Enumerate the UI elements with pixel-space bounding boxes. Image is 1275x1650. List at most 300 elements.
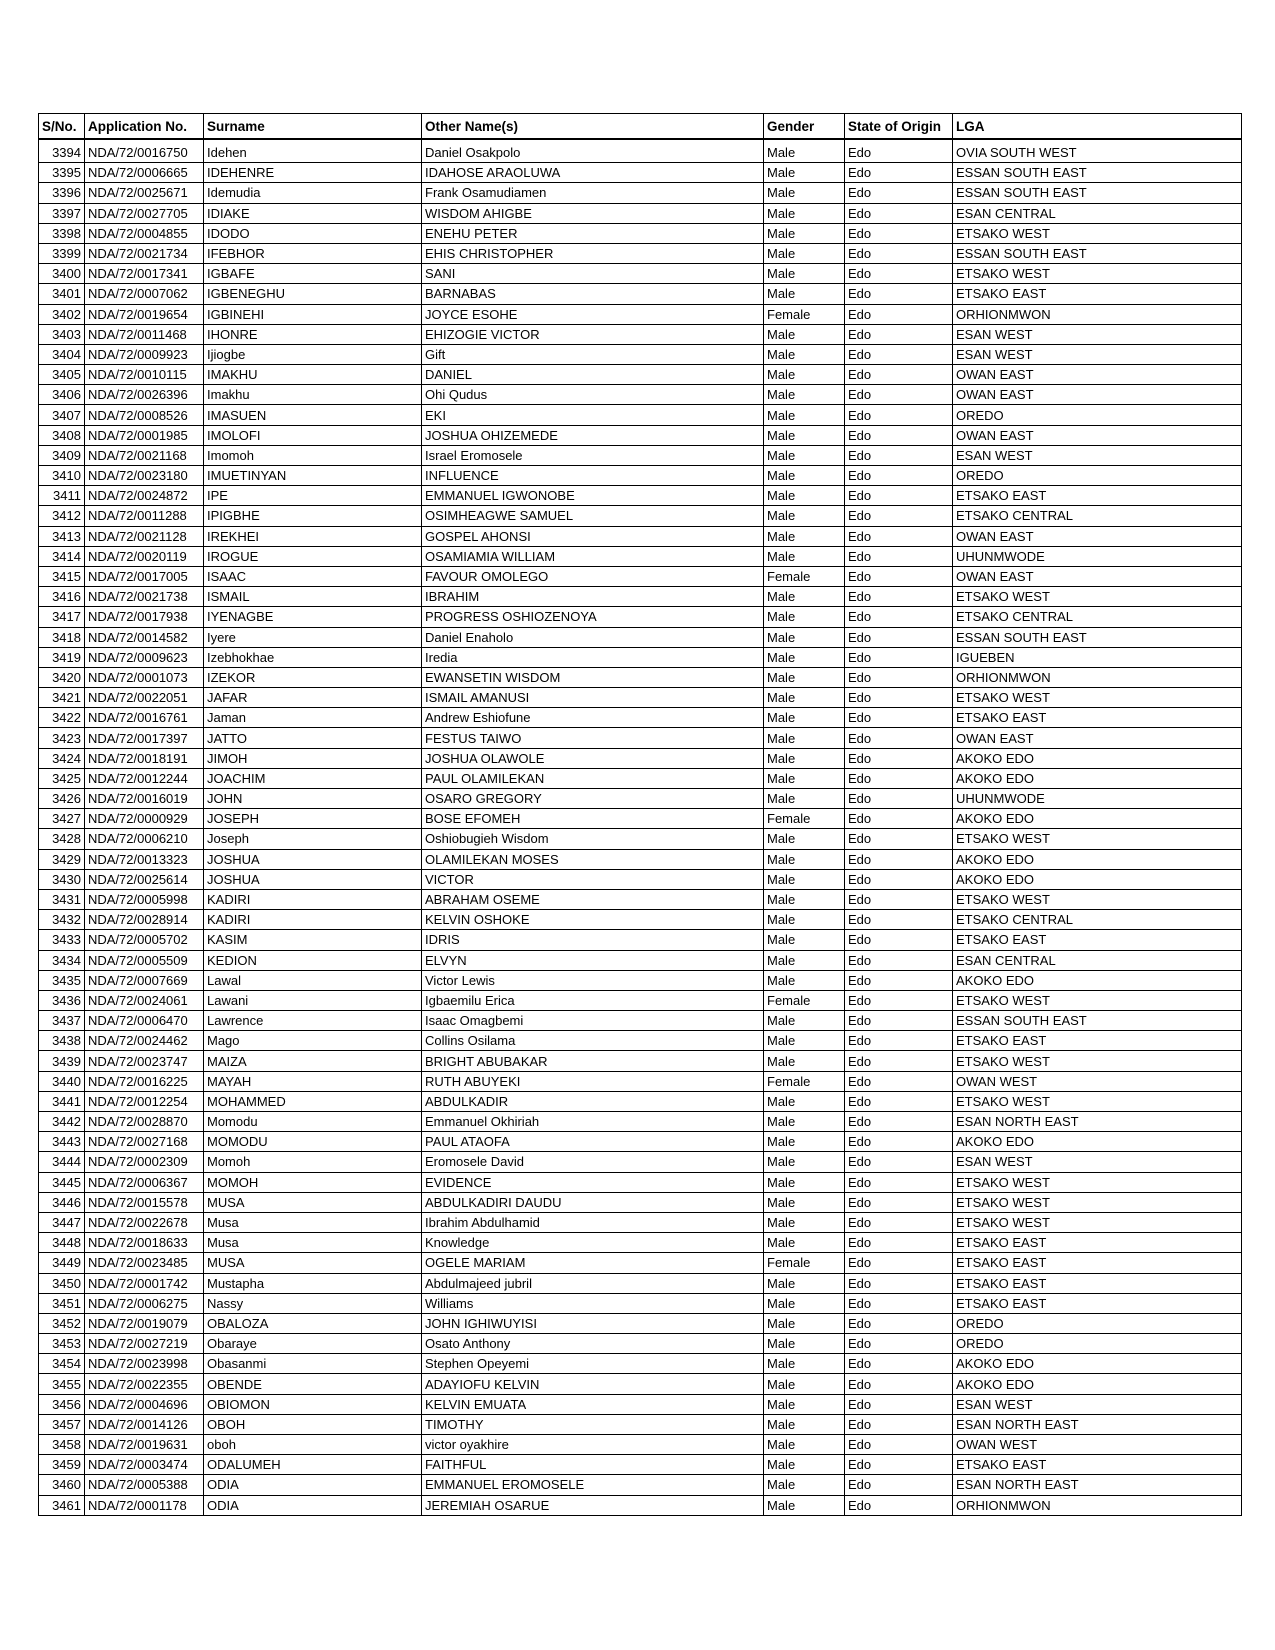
cell-other-names: victor oyakhire	[422, 1435, 764, 1455]
cell-surname: IPE	[204, 486, 422, 506]
cell-application-no: NDA/72/0010115	[85, 365, 204, 385]
cell-surname: oboh	[204, 1435, 422, 1455]
cell-other-names: Collins Osilama	[422, 1031, 764, 1051]
cell-lga: ETSAKO EAST	[953, 284, 1242, 304]
cell-lga: ETSAKO EAST	[953, 1293, 1242, 1313]
cell-application-no: NDA/72/0009623	[85, 647, 204, 667]
cell-state-of-origin: Edo	[845, 1455, 953, 1475]
cell-state-of-origin: Edo	[845, 1293, 953, 1313]
cell-sno: 3436	[39, 990, 85, 1010]
cell-lga: ESSAN SOUTH EAST	[953, 627, 1242, 647]
cell-lga: ETSAKO WEST	[953, 688, 1242, 708]
cell-gender: Male	[764, 1233, 845, 1253]
cell-surname: OBOH	[204, 1414, 422, 1434]
table-row	[39, 930, 1242, 950]
cell-lga: ETSAKO EAST	[953, 1233, 1242, 1253]
cell-state-of-origin: Edo	[845, 809, 953, 829]
cell-lga: ORHIONMWON	[953, 1495, 1242, 1515]
cell-lga: OWAN WEST	[953, 1435, 1242, 1455]
cell-other-names: Eromosele David	[422, 1152, 764, 1172]
cell-sno: 3417	[39, 607, 85, 627]
cell-sno: 3411	[39, 486, 85, 506]
table-row	[39, 1011, 1242, 1031]
cell-other-names: TIMOTHY	[422, 1414, 764, 1434]
cell-state-of-origin: Edo	[845, 1273, 953, 1293]
cell-lga: OWAN EAST	[953, 385, 1242, 405]
cell-sno: 3447	[39, 1212, 85, 1232]
cell-sno: 3413	[39, 526, 85, 546]
cell-surname: Jaman	[204, 708, 422, 728]
cell-surname: MOMOH	[204, 1172, 422, 1192]
cell-lga: OWAN EAST	[953, 566, 1242, 586]
cell-application-no: NDA/72/0021734	[85, 243, 204, 263]
cell-application-no: NDA/72/0014582	[85, 627, 204, 647]
cell-lga: ESSAN SOUTH EAST	[953, 183, 1242, 203]
cell-lga: ETSAKO WEST	[953, 1212, 1242, 1232]
cell-other-names: OLAMILEKAN MOSES	[422, 849, 764, 869]
table-row	[39, 486, 1242, 506]
cell-state-of-origin: Edo	[845, 243, 953, 263]
cell-lga: OREDO	[953, 466, 1242, 486]
table-row	[39, 1435, 1242, 1455]
cell-surname: Lawrence	[204, 1011, 422, 1031]
cell-application-no: NDA/72/0024061	[85, 990, 204, 1010]
cell-state-of-origin: Edo	[845, 748, 953, 768]
cell-gender: Male	[764, 344, 845, 364]
header-application-no: Application No.	[85, 114, 204, 140]
cell-application-no: NDA/72/0004696	[85, 1394, 204, 1414]
table-row	[39, 304, 1242, 324]
cell-surname: Nassy	[204, 1293, 422, 1313]
cell-lga: OWAN EAST	[953, 365, 1242, 385]
cell-application-no: NDA/72/0025671	[85, 183, 204, 203]
cell-lga: ETSAKO WEST	[953, 990, 1242, 1010]
cell-sno: 3459	[39, 1455, 85, 1475]
cell-surname: OBALOZA	[204, 1313, 422, 1333]
cell-state-of-origin: Edo	[845, 163, 953, 183]
cell-state-of-origin: Edo	[845, 486, 953, 506]
cell-sno: 3398	[39, 223, 85, 243]
cell-surname: IGBENEGHU	[204, 284, 422, 304]
cell-gender: Male	[764, 849, 845, 869]
cell-surname: IDIAKE	[204, 203, 422, 223]
cell-gender: Male	[764, 688, 845, 708]
cell-surname: IZEKOR	[204, 667, 422, 687]
cell-state-of-origin: Edo	[845, 203, 953, 223]
cell-sno: 3427	[39, 809, 85, 829]
cell-surname: IYENAGBE	[204, 607, 422, 627]
cell-gender: Male	[764, 728, 845, 748]
cell-state-of-origin: Edo	[845, 1071, 953, 1091]
cell-application-no: NDA/72/0006367	[85, 1172, 204, 1192]
cell-other-names: Isaac Omagbemi	[422, 1011, 764, 1031]
header-other-names: Other Name(s)	[422, 114, 764, 140]
cell-state-of-origin: Edo	[845, 324, 953, 344]
cell-surname: IMAKHU	[204, 365, 422, 385]
cell-state-of-origin: Edo	[845, 1475, 953, 1495]
cell-other-names: KELVIN EMUATA	[422, 1394, 764, 1414]
cell-other-names: INFLUENCE	[422, 466, 764, 486]
cell-other-names: JOYCE ESOHE	[422, 304, 764, 324]
cell-sno: 3426	[39, 789, 85, 809]
table-row	[39, 1374, 1242, 1394]
cell-other-names: BOSE EFOMEH	[422, 809, 764, 829]
cell-gender: Male	[764, 910, 845, 930]
cell-state-of-origin: Edo	[845, 869, 953, 889]
cell-gender: Male	[764, 1091, 845, 1111]
cell-application-no: NDA/72/0009923	[85, 344, 204, 364]
cell-surname: IGBAFE	[204, 264, 422, 284]
cell-state-of-origin: Edo	[845, 1132, 953, 1152]
cell-other-names: ISMAIL AMANUSI	[422, 688, 764, 708]
cell-application-no: NDA/72/0023998	[85, 1354, 204, 1374]
cell-state-of-origin: Edo	[845, 385, 953, 405]
table-row	[39, 506, 1242, 526]
cell-surname: Musa	[204, 1212, 422, 1232]
cell-other-names: SANI	[422, 264, 764, 284]
cell-surname: MUSA	[204, 1253, 422, 1273]
cell-gender: Female	[764, 304, 845, 324]
cell-gender: Male	[764, 385, 845, 405]
cell-sno: 3441	[39, 1091, 85, 1111]
cell-lga: ESAN WEST	[953, 344, 1242, 364]
cell-gender: Female	[764, 990, 845, 1010]
cell-sno: 3402	[39, 304, 85, 324]
cell-other-names: ENEHU PETER	[422, 223, 764, 243]
cell-sno: 3450	[39, 1273, 85, 1293]
cell-sno: 3437	[39, 1011, 85, 1031]
cell-other-names: Frank Osamudiamen	[422, 183, 764, 203]
cell-application-no: NDA/72/0014126	[85, 1414, 204, 1434]
cell-other-names: Igbaemilu Erica	[422, 990, 764, 1010]
cell-lga: AKOKO EDO	[953, 869, 1242, 889]
cell-application-no: NDA/72/0024462	[85, 1031, 204, 1051]
cell-state-of-origin: Edo	[845, 1313, 953, 1333]
table-row	[39, 889, 1242, 909]
cell-surname: ISAAC	[204, 566, 422, 586]
table-row	[39, 789, 1242, 809]
cell-sno: 3407	[39, 405, 85, 425]
cell-application-no: NDA/72/0006470	[85, 1011, 204, 1031]
cell-sno: 3400	[39, 264, 85, 284]
table-row	[39, 970, 1242, 990]
cell-surname: JOACHIM	[204, 768, 422, 788]
cell-gender: Male	[764, 284, 845, 304]
cell-gender: Male	[764, 466, 845, 486]
cell-surname: IDODO	[204, 223, 422, 243]
cell-sno: 3453	[39, 1334, 85, 1354]
cell-sno: 3452	[39, 1313, 85, 1333]
cell-surname: Mustapha	[204, 1273, 422, 1293]
cell-gender: Male	[764, 1435, 845, 1455]
cell-state-of-origin: Edo	[845, 768, 953, 788]
cell-application-no: NDA/72/0022678	[85, 1212, 204, 1232]
cell-other-names: ABRAHAM OSEME	[422, 889, 764, 909]
cell-gender: Male	[764, 506, 845, 526]
table-row	[39, 1051, 1242, 1071]
table-row	[39, 708, 1242, 728]
table-row	[39, 1212, 1242, 1232]
table-row	[39, 546, 1242, 566]
cell-lga: ESSAN SOUTH EAST	[953, 163, 1242, 183]
cell-gender: Male	[764, 163, 845, 183]
cell-application-no: NDA/72/0021738	[85, 587, 204, 607]
cell-gender: Male	[764, 1354, 845, 1374]
cell-gender: Male	[764, 526, 845, 546]
cell-application-no: NDA/72/0027168	[85, 1132, 204, 1152]
cell-gender: Male	[764, 1313, 845, 1333]
table-row	[39, 425, 1242, 445]
cell-surname: Musa	[204, 1233, 422, 1253]
cell-surname: Obaraye	[204, 1334, 422, 1354]
cell-surname: MOMODU	[204, 1132, 422, 1152]
cell-surname: Imakhu	[204, 385, 422, 405]
cell-state-of-origin: Edo	[845, 587, 953, 607]
table-row	[39, 1495, 1242, 1515]
table-row	[39, 1031, 1242, 1051]
cell-state-of-origin: Edo	[845, 304, 953, 324]
cell-sno: 3444	[39, 1152, 85, 1172]
cell-application-no: NDA/72/0016761	[85, 708, 204, 728]
cell-lga: OWAN EAST	[953, 728, 1242, 748]
table-row	[39, 223, 1242, 243]
cell-application-no: NDA/72/0016750	[85, 139, 204, 163]
cell-application-no: NDA/72/0025614	[85, 869, 204, 889]
table-body	[39, 139, 1242, 1515]
table-row	[39, 1233, 1242, 1253]
cell-gender: Male	[764, 1394, 845, 1414]
cell-lga: ESSAN SOUTH EAST	[953, 243, 1242, 263]
cell-gender: Male	[764, 264, 845, 284]
cell-lga: ETSAKO WEST	[953, 1051, 1242, 1071]
cell-sno: 3454	[39, 1354, 85, 1374]
cell-sno: 3412	[39, 506, 85, 526]
cell-other-names: PROGRESS OSHIOZENOYA	[422, 607, 764, 627]
cell-sno: 3451	[39, 1293, 85, 1313]
cell-other-names: Knowledge	[422, 1233, 764, 1253]
cell-surname: ODALUMEH	[204, 1455, 422, 1475]
table-row	[39, 1475, 1242, 1495]
cell-other-names: EMMANUEL EROMOSELE	[422, 1475, 764, 1495]
table-row	[39, 344, 1242, 364]
cell-sno: 3397	[39, 203, 85, 223]
cell-other-names: Andrew Eshiofune	[422, 708, 764, 728]
cell-application-no: NDA/72/0013323	[85, 849, 204, 869]
cell-gender: Male	[764, 789, 845, 809]
cell-surname: OBIOMON	[204, 1394, 422, 1414]
cell-other-names: Abdulmajeed jubril	[422, 1273, 764, 1293]
cell-application-no: NDA/72/0005702	[85, 930, 204, 950]
cell-application-no: NDA/72/0027705	[85, 203, 204, 223]
header-lga: LGA	[953, 114, 1242, 140]
cell-sno: 3442	[39, 1112, 85, 1132]
cell-state-of-origin: Edo	[845, 264, 953, 284]
cell-state-of-origin: Edo	[845, 829, 953, 849]
cell-other-names: Iredia	[422, 647, 764, 667]
cell-sno: 3418	[39, 627, 85, 647]
cell-lga: ETSAKO EAST	[953, 1253, 1242, 1273]
cell-surname: Izebhokhae	[204, 647, 422, 667]
cell-sno: 3394	[39, 139, 85, 163]
cell-sno: 3406	[39, 385, 85, 405]
cell-surname: MAIZA	[204, 1051, 422, 1071]
cell-sno: 3423	[39, 728, 85, 748]
cell-gender: Female	[764, 1071, 845, 1091]
table-row	[39, 829, 1242, 849]
cell-lga: ESAN CENTRAL	[953, 203, 1242, 223]
cell-state-of-origin: Edo	[845, 728, 953, 748]
cell-surname: Mago	[204, 1031, 422, 1051]
cell-surname: Iyere	[204, 627, 422, 647]
cell-sno: 3404	[39, 344, 85, 364]
table-row	[39, 950, 1242, 970]
cell-application-no: NDA/72/0001742	[85, 1273, 204, 1293]
cell-sno: 3424	[39, 748, 85, 768]
cell-surname: KEDION	[204, 950, 422, 970]
cell-state-of-origin: Edo	[845, 526, 953, 546]
cell-lga: ETSAKO EAST	[953, 1031, 1242, 1051]
cell-surname: JOSHUA	[204, 869, 422, 889]
cell-gender: Male	[764, 950, 845, 970]
table-row	[39, 466, 1242, 486]
cell-lga: ETSAKO WEST	[953, 1172, 1242, 1192]
cell-gender: Male	[764, 667, 845, 687]
cell-other-names: Williams	[422, 1293, 764, 1313]
cell-gender: Male	[764, 1172, 845, 1192]
cell-other-names: EVIDENCE	[422, 1172, 764, 1192]
cell-sno: 3461	[39, 1495, 85, 1515]
cell-application-no: NDA/72/0006210	[85, 829, 204, 849]
cell-other-names: Emmanuel Okhiriah	[422, 1112, 764, 1132]
cell-sno: 3429	[39, 849, 85, 869]
cell-sno: 3445	[39, 1172, 85, 1192]
cell-state-of-origin: Edo	[845, 930, 953, 950]
cell-application-no: NDA/72/0005388	[85, 1475, 204, 1495]
cell-application-no: NDA/72/0028870	[85, 1112, 204, 1132]
cell-lga: OVIA SOUTH WEST	[953, 139, 1242, 163]
cell-other-names: OSARO GREGORY	[422, 789, 764, 809]
cell-surname: ODIA	[204, 1475, 422, 1495]
table-row	[39, 284, 1242, 304]
cell-other-names: RUTH ABUYEKI	[422, 1071, 764, 1091]
cell-sno: 3401	[39, 284, 85, 304]
cell-other-names: ELVYN	[422, 950, 764, 970]
cell-surname: Lawal	[204, 970, 422, 990]
cell-other-names: Victor Lewis	[422, 970, 764, 990]
cell-application-no: NDA/72/0012254	[85, 1091, 204, 1111]
cell-sno: 3446	[39, 1192, 85, 1212]
cell-application-no: NDA/72/0020119	[85, 546, 204, 566]
cell-application-no: NDA/72/0023180	[85, 466, 204, 486]
table-row	[39, 264, 1242, 284]
cell-sno: 3449	[39, 1253, 85, 1273]
table-row	[39, 1132, 1242, 1152]
cell-other-names: Israel Eromosele	[422, 445, 764, 465]
cell-lga: IGUEBEN	[953, 647, 1242, 667]
cell-other-names: IDRIS	[422, 930, 764, 950]
cell-gender: Male	[764, 1475, 845, 1495]
cell-state-of-origin: Edo	[845, 1192, 953, 1212]
cell-surname: Imomoh	[204, 445, 422, 465]
cell-sno: 3458	[39, 1435, 85, 1455]
cell-state-of-origin: Edo	[845, 284, 953, 304]
cell-sno: 3435	[39, 970, 85, 990]
cell-state-of-origin: Edo	[845, 344, 953, 364]
table-row	[39, 324, 1242, 344]
cell-gender: Male	[764, 1192, 845, 1212]
cell-gender: Male	[764, 445, 845, 465]
cell-application-no: NDA/72/0018633	[85, 1233, 204, 1253]
cell-sno: 3448	[39, 1233, 85, 1253]
cell-lga: ETSAKO CENTRAL	[953, 910, 1242, 930]
cell-gender: Male	[764, 405, 845, 425]
cell-application-no: NDA/72/0019631	[85, 1435, 204, 1455]
cell-surname: IMASUEN	[204, 405, 422, 425]
cell-state-of-origin: Edo	[845, 1212, 953, 1232]
cell-lga: ETSAKO EAST	[953, 1455, 1242, 1475]
cell-other-names: KELVIN OSHOKE	[422, 910, 764, 930]
table-row	[39, 1091, 1242, 1111]
cell-application-no: NDA/72/0011288	[85, 506, 204, 526]
cell-gender: Male	[764, 1051, 845, 1071]
cell-gender: Male	[764, 1011, 845, 1031]
cell-lga: ETSAKO WEST	[953, 1091, 1242, 1111]
cell-surname: JOSEPH	[204, 809, 422, 829]
cell-application-no: NDA/72/0004855	[85, 223, 204, 243]
cell-application-no: NDA/72/0015578	[85, 1192, 204, 1212]
cell-sno: 3439	[39, 1051, 85, 1071]
table-row	[39, 183, 1242, 203]
cell-gender: Male	[764, 365, 845, 385]
cell-lga: ETSAKO EAST	[953, 486, 1242, 506]
table-row	[39, 587, 1242, 607]
header-surname: Surname	[204, 114, 422, 140]
cell-other-names: EKI	[422, 405, 764, 425]
cell-application-no: NDA/72/0017341	[85, 264, 204, 284]
cell-lga: OWAN EAST	[953, 425, 1242, 445]
cell-sno: 3414	[39, 546, 85, 566]
cell-other-names: OGELE MARIAM	[422, 1253, 764, 1273]
cell-sno: 3405	[39, 365, 85, 385]
cell-surname: MAYAH	[204, 1071, 422, 1091]
table-row	[39, 139, 1242, 163]
cell-lga: ETSAKO WEST	[953, 889, 1242, 909]
cell-state-of-origin: Edo	[845, 405, 953, 425]
table-row	[39, 1394, 1242, 1414]
cell-state-of-origin: Edo	[845, 1495, 953, 1515]
cell-surname: IHONRE	[204, 324, 422, 344]
cell-lga: OREDO	[953, 405, 1242, 425]
cell-sno: 3425	[39, 768, 85, 788]
cell-state-of-origin: Edo	[845, 445, 953, 465]
cell-state-of-origin: Edo	[845, 627, 953, 647]
cell-gender: Male	[764, 1112, 845, 1132]
cell-state-of-origin: Edo	[845, 183, 953, 203]
cell-sno: 3399	[39, 243, 85, 263]
cell-sno: 3409	[39, 445, 85, 465]
cell-other-names: BARNABAS	[422, 284, 764, 304]
cell-surname: JOHN	[204, 789, 422, 809]
table-row	[39, 627, 1242, 647]
cell-gender: Male	[764, 139, 845, 163]
cell-application-no: NDA/72/0021128	[85, 526, 204, 546]
cell-lga: AKOKO EDO	[953, 849, 1242, 869]
cell-lga: ETSAKO WEST	[953, 223, 1242, 243]
cell-lga: AKOKO EDO	[953, 1374, 1242, 1394]
cell-lga: ORHIONMWON	[953, 304, 1242, 324]
cell-application-no: NDA/72/0001985	[85, 425, 204, 445]
cell-surname: OBENDE	[204, 1374, 422, 1394]
